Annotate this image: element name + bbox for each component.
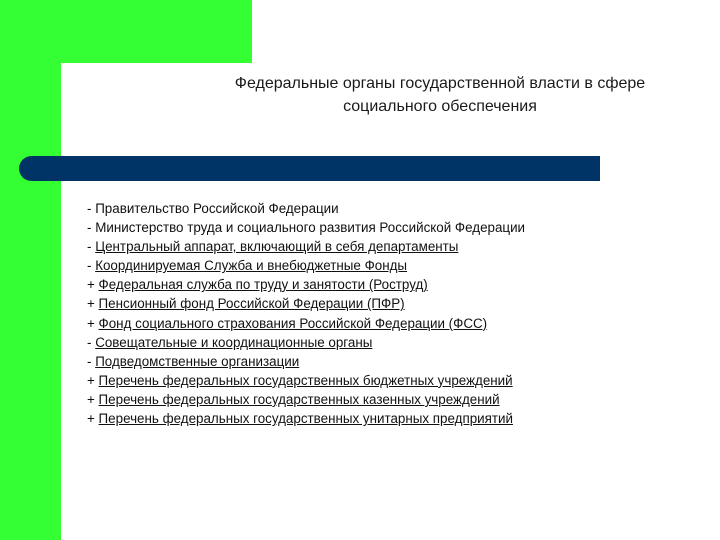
list-item-link[interactable]: Подведомственные организации: [95, 353, 300, 369]
organization-list: [87, 199, 687, 428]
list-item: [87, 237, 687, 256]
list-item-prefix: -: [87, 334, 96, 350]
list-item-link[interactable]: Совещательные и координационные органы: [95, 334, 373, 350]
list-item-prefix: -: [87, 239, 96, 255]
list-item: [87, 275, 687, 294]
list-item-prefix: -: [87, 258, 96, 274]
list-item-link[interactable]: Фонд социального страхования Российской Федерации (ФСС): [98, 315, 488, 331]
list-item: [87, 199, 687, 218]
slide-title: [180, 72, 700, 118]
list-item-link[interactable]: Центральный аппарат, включающий в себя департаменты: [95, 239, 459, 255]
rounded-corner: [61, 63, 101, 103]
green-left-band: [0, 0, 61, 540]
list-item-prefix: -: [87, 220, 96, 236]
list-item-prefix: +: [87, 296, 99, 312]
list-item-link[interactable]: Пенсионный фонд Российской Федерации (ПФР): [98, 296, 405, 312]
list-item-prefix: -: [87, 353, 96, 369]
list-item-link[interactable]: Перечень федеральных государственных унитарных предприятий: [98, 411, 513, 427]
title-line-2: социального обеспечения: [343, 98, 537, 115]
list-item: [87, 352, 687, 371]
list-item-prefix: +: [87, 315, 99, 331]
list-item: [87, 333, 687, 352]
list-item-prefix: +: [87, 411, 99, 427]
list-item: [87, 409, 687, 428]
list-item: [87, 256, 687, 275]
list-item-link[interactable]: Перечень федеральных государственных бюджетных учреждений: [98, 372, 513, 388]
list-item-text: Правительство Российской Федерации: [95, 201, 339, 216]
list-item-prefix: -: [87, 201, 96, 216]
list-item-link[interactable]: Федеральная служба по труду и занятости (Роструд): [98, 277, 428, 293]
list-item: [87, 390, 687, 409]
list-item-text: Министерство труда и социального развития Российской Федерации: [95, 220, 526, 236]
title-line-1: Федеральные органы государственной власти в сфере: [234, 75, 646, 92]
list-item-prefix: +: [87, 372, 99, 388]
list-item-prefix: +: [87, 277, 99, 293]
list-item: [87, 371, 687, 390]
list-item: [87, 218, 687, 237]
list-item: [87, 314, 687, 333]
navy-divider-bar: [19, 156, 600, 181]
list-item-link[interactable]: Координируемая Служба и внебюджетные Фонды: [95, 258, 408, 274]
list-item: [87, 294, 687, 313]
list-item-link[interactable]: Перечень федеральных государственных казенных учреждений: [98, 391, 500, 407]
list-item-prefix: +: [87, 391, 99, 407]
